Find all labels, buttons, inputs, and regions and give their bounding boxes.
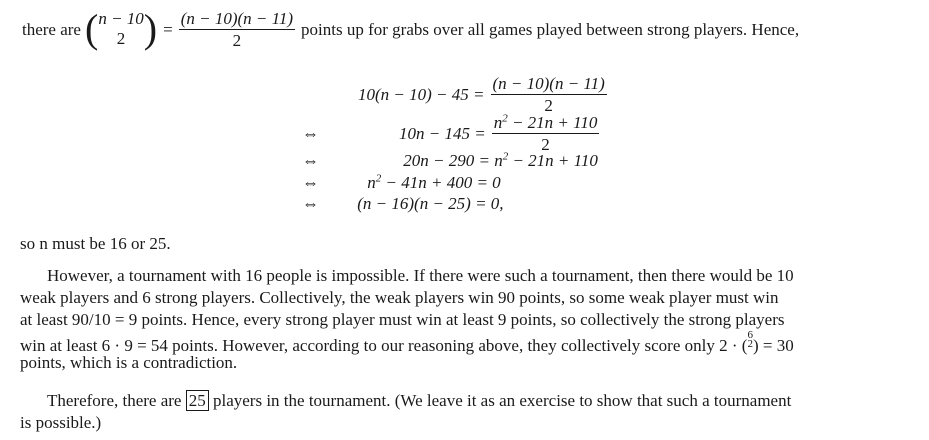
fraction [179,8,295,51]
row1-fraction [491,73,607,116]
para3-tail: players in the tournament. (We leave it as an exercise to show that such a tournament [212,391,792,410]
para2-line1: However, a tournament with 16 people is impossible. If there were such a tournament, then there would be 10 [47,266,794,285]
iff-symbol: ⇔ [302,173,319,192]
intro-lead: there are [22,19,81,39]
para3-lead: Therefore, there are [47,391,182,410]
derivation-row-1 [358,72,607,116]
equals-sign: = [163,19,173,39]
row1-numerator: (n − 10)(n − 11) [492,73,605,93]
derivation-row-3 [302,150,598,171]
para3-line2: is possible.) [20,413,102,432]
row3-right: $n^2 - 21n + 110$ [489,150,598,170]
binom-top: n − 10 [98,9,144,28]
row2-numerator: $n^2 - 21n + 110$ [493,111,598,132]
iff-symbol: ⇔ [302,194,319,213]
row2-left: 10n − 145 = [399,123,486,143]
row1-denominator: 2 [491,94,607,116]
iff-symbol: ⇔ [302,123,319,143]
row3-left: 20n − 290 = [403,151,490,170]
small-binomial: ( 6 2 ) [741,329,759,355]
fraction-numerator: (n − 10)(n − 11) [180,8,294,28]
intro-line [22,6,800,51]
derivation-row-5 [302,193,504,214]
iff-symbol: ⇔ [302,151,319,170]
derivation-row-4 [302,172,501,193]
para2-line4-text: win at least 6 · 9 = 54 points. However, according to our reasoning above, they collectively score only 2 · [20,336,738,355]
row2-denominator: 2 [492,133,600,155]
derivation-row-2 [302,111,599,155]
binomial: ( n − 10 2 ) [84,6,158,51]
para2-line2: weak players and 6 strong players. Collectively, the weak players win 90 points, so some weak player must win [20,288,779,307]
row5-equation: (n − 16)(n − 25) = 0, [357,194,504,213]
intro-tail: points up for grabs over all games played between strong players. Hence, [301,19,800,39]
para2-line4-result: = 30 [762,336,794,355]
para3-line1 [47,390,791,411]
para2-line5: points, which is a contradiction. [20,353,238,372]
binom-bottom: 2 [116,29,126,48]
row4-equation: $n^2 - 41n + 400 = 0$ [367,172,501,192]
row2-fraction [492,112,600,155]
boxed-answer: 25 [186,390,209,411]
para2-line3: at least 90/10 = 9 points. Hence, every strong player must win at least 9 points, so collectively the strong players [20,310,785,329]
fraction-denominator: 2 [179,29,295,51]
row1-left: 10(n − 10) − 45 = [358,84,485,104]
conclusion-line: so n must be 16 or 25. [20,234,171,253]
